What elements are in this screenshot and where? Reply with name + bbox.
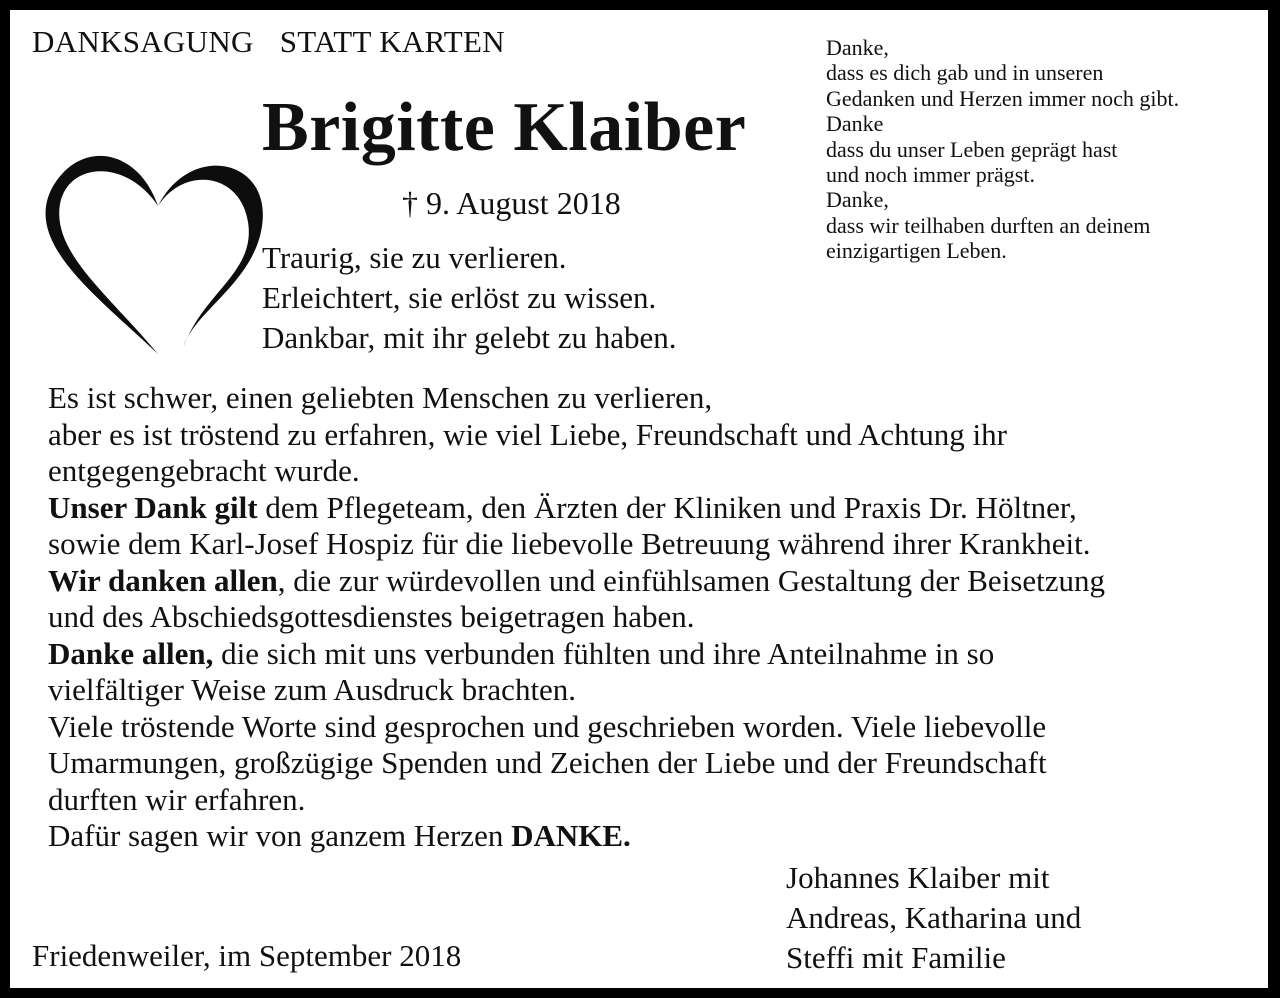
header-statt-karten: STATT KARTEN — [279, 24, 505, 59]
poem-line: und noch immer prägst. — [826, 162, 1035, 188]
poem-line: dass du unser Leben geprägt hast — [826, 136, 1118, 162]
body-line — [48, 636, 1105, 673]
body-line — [48, 490, 1105, 527]
body-line: vielfältiger Weise zum Ausdruck brachten. — [48, 672, 577, 707]
body-line: Viele tröstende Worte sind gesprochen und geschrieben worden. Viele liebevolle — [48, 708, 1047, 744]
poem-line: dass es dich gab und in unseren — [826, 60, 1104, 86]
body-line: sowie dem Karl-Josef Hospiz für die liebevolle Betreuung während ihrer Krankheit. — [48, 526, 1091, 561]
signature-line: Steffi mit Familie — [786, 940, 1006, 975]
bold-phrase: Wir danken allen — [48, 562, 278, 598]
obituary-notice — [10, 10, 1268, 988]
deceased-name: Brigitte Klaiber — [262, 89, 747, 166]
body-line: Umarmungen, großzügige Spenden und Zeichen der Liebe und der Freundschaft — [48, 745, 1047, 780]
body-line: Es ist schwer, einen geliebten Menschen zu verlieren, — [48, 380, 713, 415]
verse — [262, 238, 677, 358]
body-line — [48, 563, 1105, 600]
poem-line: einzigartigen Leben. — [826, 238, 1007, 264]
body-phrase: , die zur würdevollen und einfühlsamen Gestaltung der Beisetzung — [277, 562, 1106, 598]
bold-phrase: Danke allen, — [48, 635, 214, 671]
body-line: aber es ist tröstend zu erfahren, wie viel Liebe, Freundschaft und Achtung ihr — [48, 416, 1007, 452]
thanks-text — [48, 380, 1105, 855]
verse-line: Dankbar, mit ihr gelebt zu haben. — [262, 320, 677, 355]
verse-line: Erleichtert, sie erlöst zu wissen. — [262, 280, 657, 315]
notice-header — [32, 24, 505, 60]
header-danksagung: DANKSAGUNG — [32, 24, 254, 59]
poem-line: Danke, — [826, 187, 889, 213]
poem-line: Danke, — [826, 35, 889, 60]
body-phrase: die sich mit uns verbunden fühlten und ihre Anteilnahme in so — [213, 635, 995, 671]
bold-phrase: Unser Dank gilt — [48, 489, 258, 525]
heart-icon — [34, 142, 274, 354]
poem-line: dass wir teilhaben durften an deinem — [826, 212, 1151, 238]
signature-line: Andreas, Katharina und — [786, 900, 1082, 935]
place-date: Friedenweiler, im September 2018 — [32, 938, 462, 973]
body-line: durften wir erfahren. — [48, 781, 306, 817]
body-line — [48, 818, 1105, 855]
signature-line: Johannes Klaiber mit — [786, 860, 1050, 895]
poem-line: Gedanken und Herzen immer noch gibt. — [826, 85, 1180, 111]
body-phrase: dem Pflegeteam, den Ärzten der Kliniken und Praxis Dr. Höltner, — [257, 489, 1077, 525]
death-date: † 9. August 2018 — [402, 185, 621, 221]
body-line: und des Abschiedsgottesdienstes beigetragen haben. — [48, 599, 695, 634]
body-line: entgegengebracht wurde. — [48, 453, 360, 488]
signature — [786, 858, 1081, 978]
danke-poem — [826, 35, 1179, 264]
body-phrase: Dafür sagen wir von ganzem Herzen — [48, 818, 512, 853]
verse-line: Traurig, sie zu verlieren. — [262, 240, 567, 275]
poem-line: Danke — [826, 111, 884, 137]
bold-phrase: DANKE. — [511, 818, 631, 853]
